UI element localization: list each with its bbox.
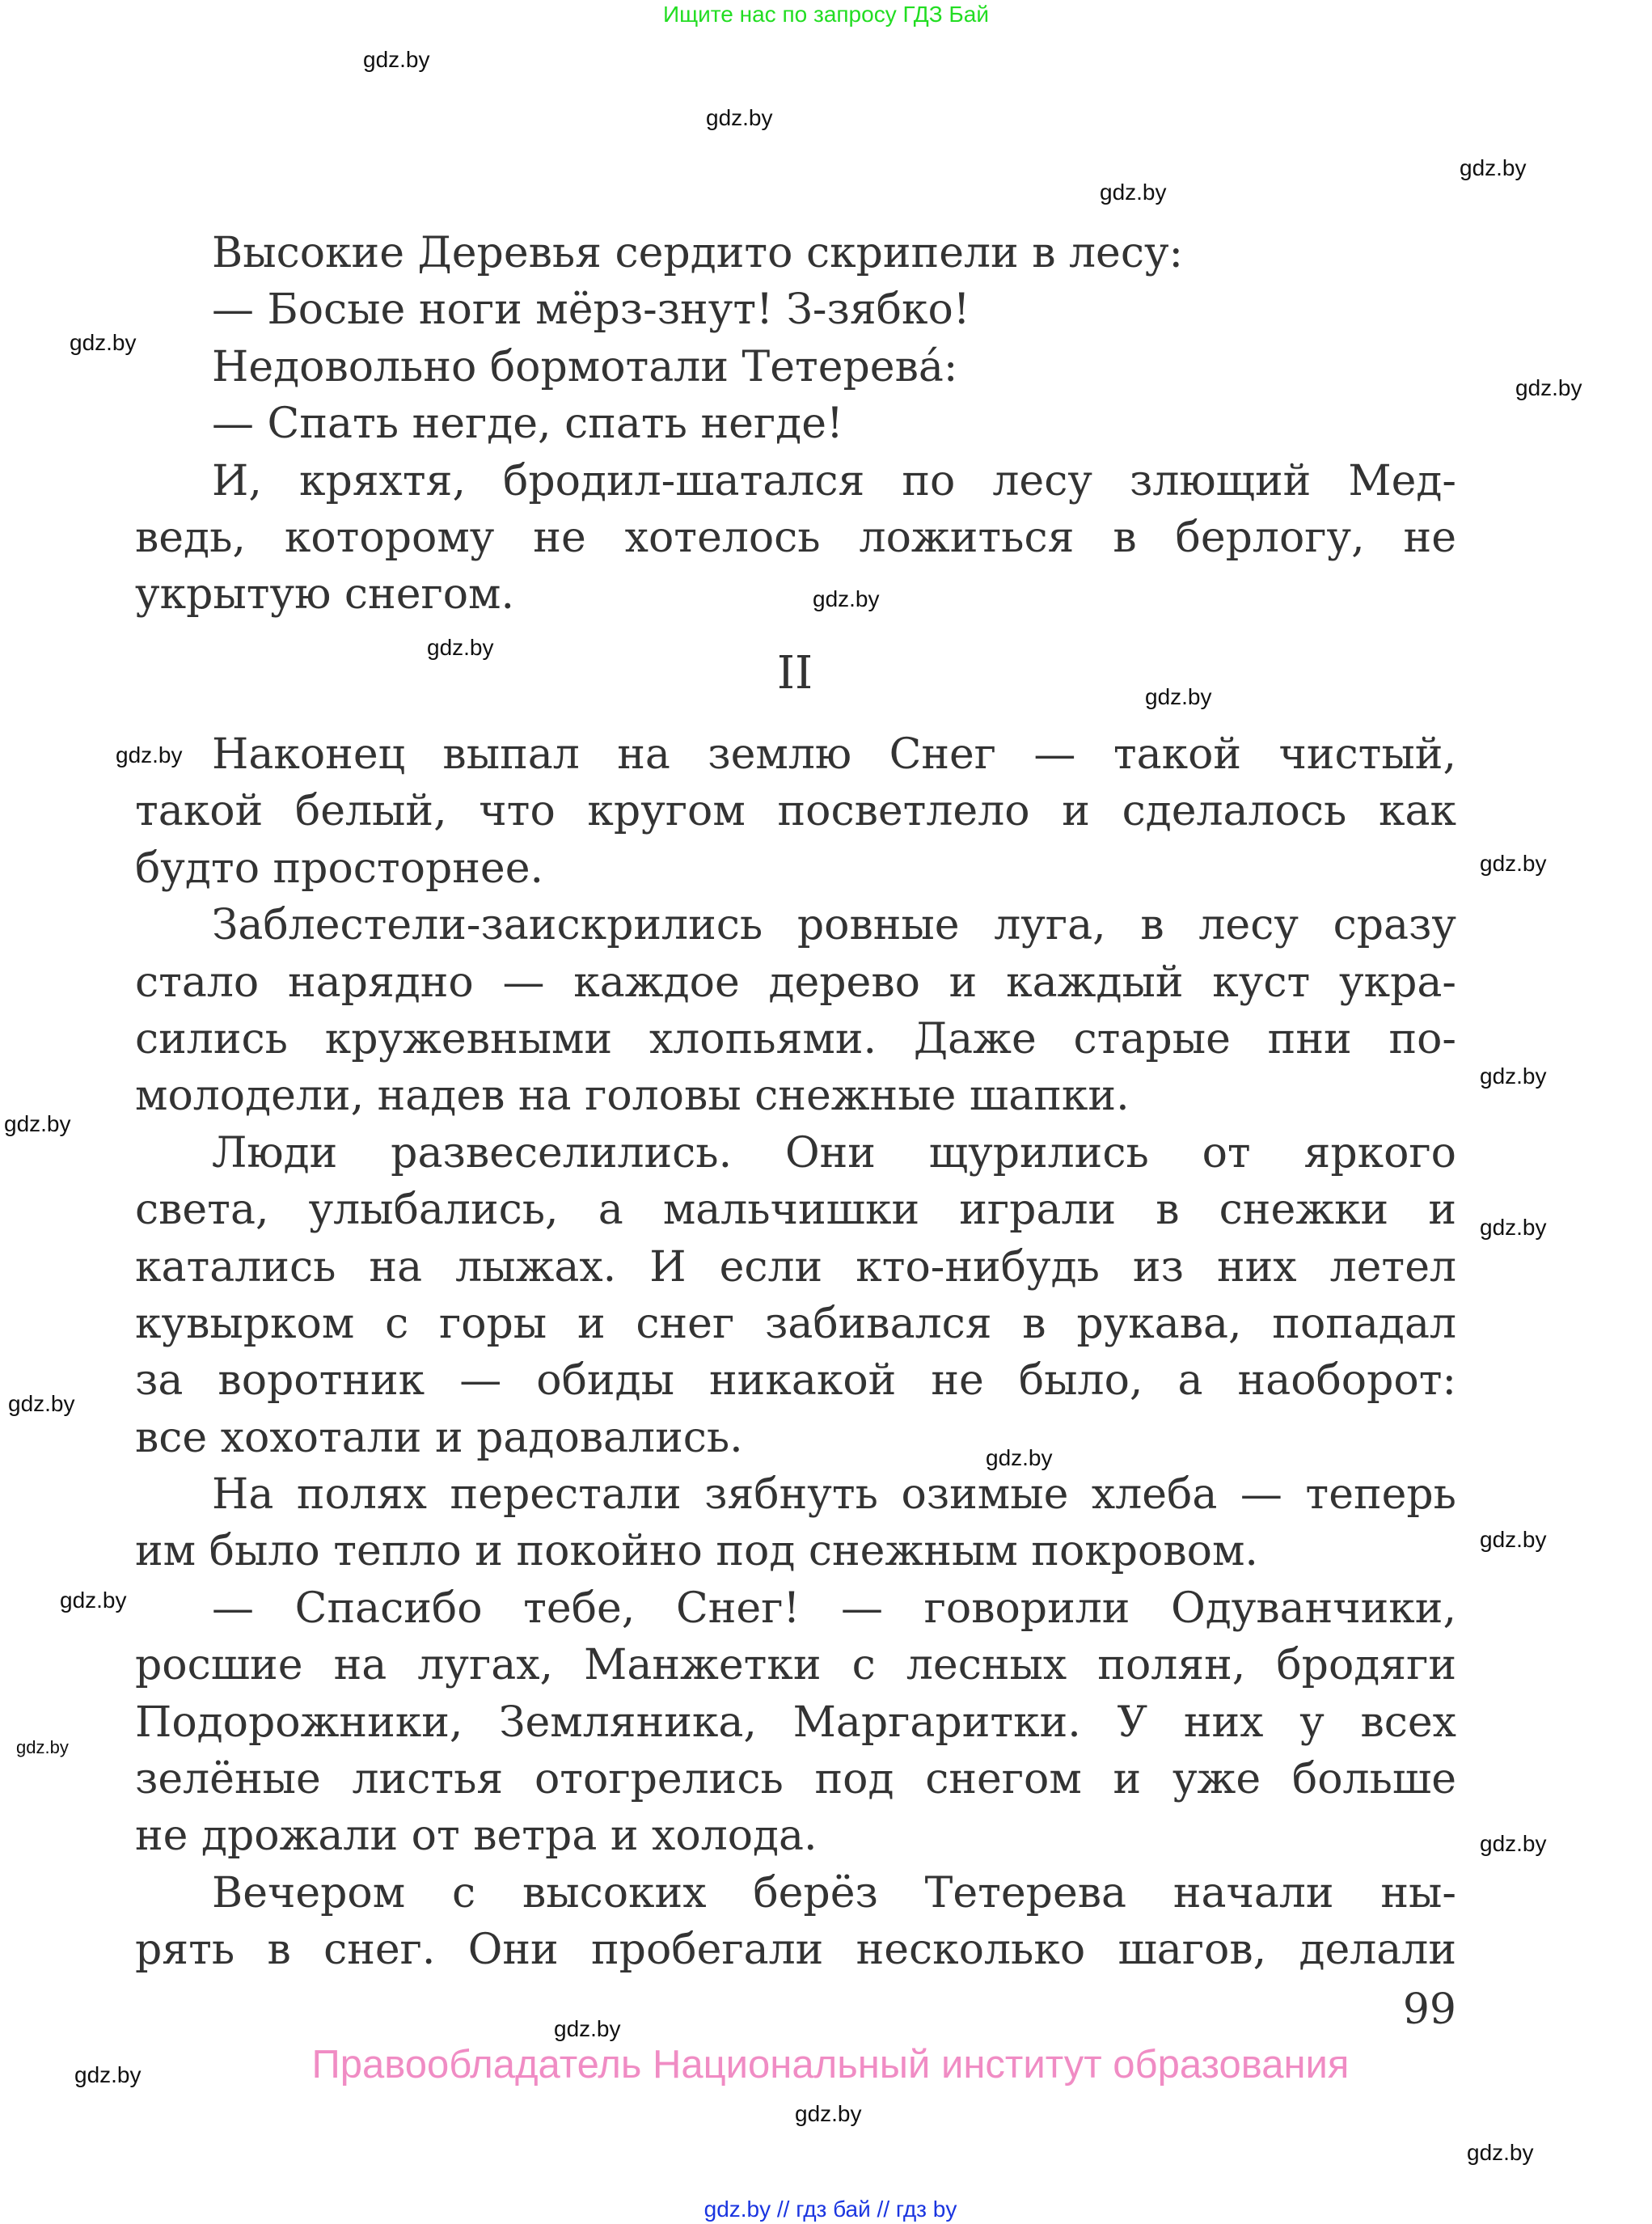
- watermark: gdz.by: [1480, 1063, 1547, 1089]
- text-line: сились кружевными хлопьями. Даже старые пни по-: [135, 1014, 1456, 1063]
- text-line: молодели, надев на головы снежные шапки.: [135, 1072, 1130, 1121]
- text-line: Люди развеселились. Они щурились от яркого: [212, 1128, 1456, 1178]
- watermark: gdz.by: [116, 742, 183, 767]
- text-line: света, улыбались, а мальчишки играли в снежки и: [135, 1186, 1456, 1235]
- copyright-notice: Правообладатель Национальный институт образования: [311, 2043, 1350, 2087]
- text-line: кувырком с горы и снег забивался в рукава, попадал: [135, 1299, 1456, 1348]
- text-line: такой белый, что кругом посветлело и сделалось как: [135, 787, 1456, 836]
- text-line: ведь, которому не хотелось ложиться в берлогу, не: [135, 513, 1456, 562]
- text-block-part-1: [135, 225, 1456, 624]
- watermark: gdz.by: [1460, 155, 1527, 180]
- text-line: зелёные листья отогрелись под снегом и уже больше: [135, 1755, 1456, 1804]
- watermark: gdz.by: [70, 330, 137, 355]
- text-line: все хохотали и радовались.: [135, 1413, 743, 1462]
- watermark: gdz.by: [74, 2062, 142, 2087]
- text-line: укрытую снегом.: [135, 570, 515, 619]
- watermark: gdz.by: [1480, 851, 1547, 876]
- section-heading: II: [776, 647, 813, 700]
- text-line: — Босые ноги мёрз-знут! З-зябко!: [212, 285, 970, 335]
- text-line: Наконец выпал на землю Снег — такой чистый,: [212, 730, 1456, 779]
- text-line: Заблестели-заискрились ровные луга, в лесу сразу: [212, 901, 1456, 950]
- text-line: Вечером с высоких берёз Тетерева начали ны-: [212, 1868, 1456, 1917]
- watermark: gdz.by: [363, 47, 430, 72]
- watermark: gdz.by: [1100, 180, 1167, 205]
- text-line: за воротник — обиды никакой не было, а наоборот:: [135, 1356, 1456, 1406]
- text-line: И, кряхтя, бродил-шатался по лесу злющий Мед-: [212, 456, 1456, 505]
- text-line: — Спасибо тебе, Снег! — говорили Одуванчики,: [212, 1583, 1456, 1633]
- watermark: gdz.by: [813, 586, 880, 611]
- watermark: gdz.by: [8, 1391, 75, 1416]
- text-line: Недовольно бормотали Тетерева́:: [212, 342, 958, 391]
- watermark: gdz.by: [427, 635, 494, 660]
- watermark: gdz.by: [60, 1588, 127, 1613]
- text-line: Подорожники, Земляника, Маргаритки. У них у всех: [135, 1698, 1456, 1747]
- watermark: gdz.by: [1480, 1831, 1547, 1856]
- watermark: gdz.by: [1480, 1215, 1547, 1240]
- text-line: рять в снег. Они пробегали несколько шагов, делали: [135, 1926, 1456, 1975]
- text-line: На полях перестали зябнуть озимые хлеба — теперь: [212, 1470, 1456, 1520]
- watermark: gdz.by: [1145, 684, 1212, 709]
- text-line: не дрожали от ветра и холода.: [135, 1812, 818, 1861]
- watermark: gdz.by: [986, 1445, 1053, 1470]
- watermark: gdz.by: [4, 1111, 71, 1136]
- text-line: им было тепло и покойно под снежным покровом.: [135, 1527, 1258, 1576]
- watermark: gdz.by: [1480, 1527, 1547, 1552]
- watermark: gdz.by: [795, 2101, 862, 2126]
- watermark: gdz.by: [554, 2016, 621, 2041]
- text-line: Высокие Деревья сердито скрипели в лесу:: [212, 229, 1184, 277]
- search-hint-banner: Ищите нас по запросу ГДЗ Бай: [662, 2, 990, 27]
- watermark: gdz.by: [1467, 2140, 1534, 2165]
- text-line: будто просторнее.: [135, 844, 543, 893]
- text-line: — Спать негде, спать негде!: [212, 400, 843, 449]
- watermark: gdz.by: [16, 1737, 69, 1757]
- text-line: катались на лыжах. И если кто-нибудь из них летел: [135, 1242, 1456, 1292]
- page-number: 99: [1402, 1985, 1456, 2034]
- text-line: стало нарядно — каждое дерево и каждый куст укра-: [135, 958, 1456, 1007]
- watermark: gdz.by: [1515, 375, 1582, 400]
- text-block-part-2: [135, 726, 1456, 1979]
- watermark: gdz.by: [706, 105, 773, 130]
- footer-links[interactable]: gdz.by // гдз бай // гдз by: [703, 2197, 957, 2222]
- text-line: росшие на лугах, Манжетки с лесных полян, бродяги: [135, 1641, 1456, 1690]
